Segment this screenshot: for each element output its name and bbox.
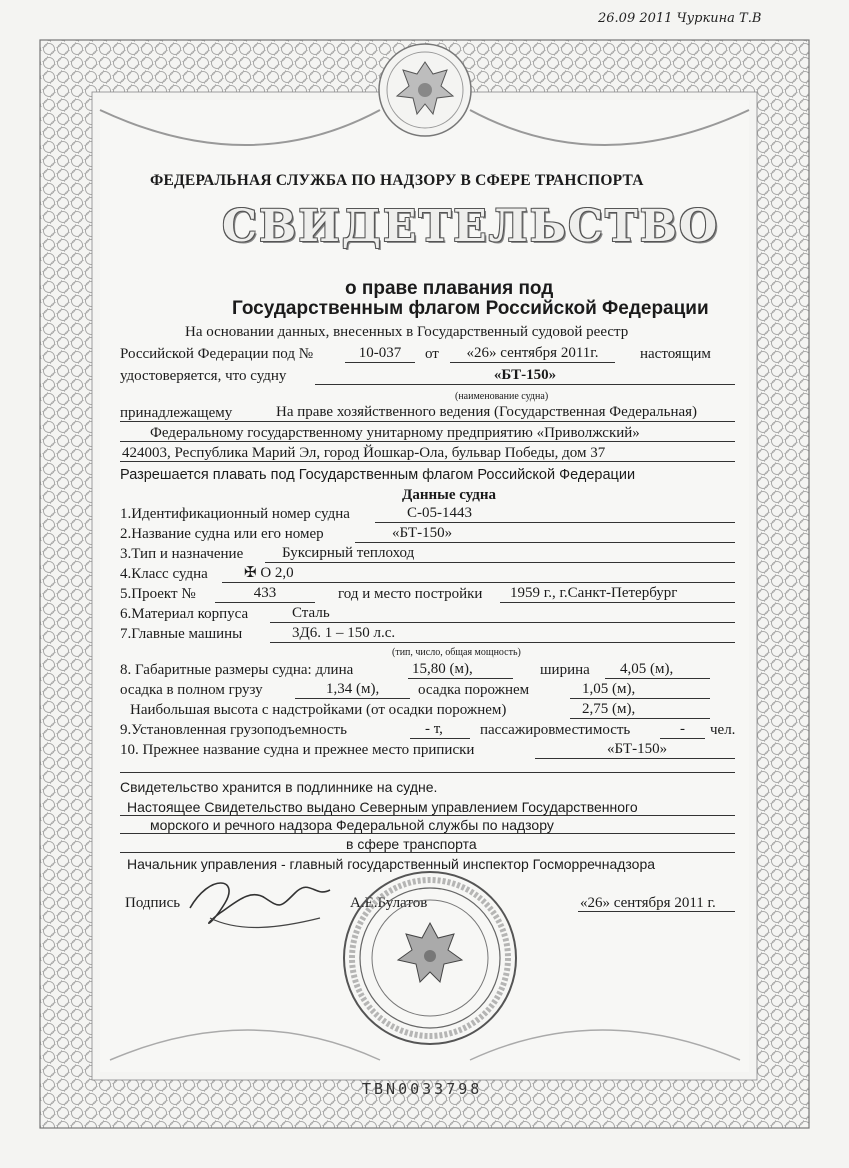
underline bbox=[222, 582, 735, 583]
underline bbox=[410, 738, 470, 739]
field-built-value: 1959 г., г.Санкт-Петербург bbox=[510, 585, 678, 601]
registry-date: «26» сентября 2011г. bbox=[466, 345, 599, 361]
registry-suffix: настоящим bbox=[640, 346, 711, 362]
ship-name: «БТ-150» bbox=[493, 367, 557, 383]
field-prev-label: 10. Прежнее название судна и прежнее место приписки bbox=[120, 742, 475, 758]
underline bbox=[120, 852, 735, 853]
document-title: СВИДЕТЕЛЬСТВО bbox=[222, 201, 720, 252]
field-draft-full-label: осадка в полном грузу bbox=[120, 682, 263, 698]
field-project-value: 433 bbox=[253, 585, 277, 601]
field-engines-caption: (тип, число, общая мощность) bbox=[392, 647, 521, 658]
underline bbox=[120, 833, 735, 834]
field-engines-value: 3Д6. 1 – 150 л.с. bbox=[292, 625, 396, 641]
serial-number: ТВN0033798 bbox=[362, 1080, 483, 1098]
registry-from: от bbox=[425, 346, 439, 362]
signatory-name: А.Е.Булатов bbox=[350, 895, 428, 911]
agency-header: ФЕДЕРАЛЬНАЯ СЛУЖБА ПО НАДЗОРУ В СФЕРЕ ТРАНСПОРТА bbox=[150, 172, 644, 189]
underline bbox=[355, 542, 735, 543]
field-width-label: ширина bbox=[540, 662, 590, 678]
field-type-label: 3.Тип и назначение bbox=[120, 546, 244, 562]
issued-line-1: Настоящее Свидетельство выдано Северным управлением Государственного bbox=[127, 799, 638, 815]
registry-line-1: На основании данных, внесенных в Государственный судовой реестр bbox=[185, 324, 629, 340]
field-dims-label: 8. Габаритные размеры судна: длина bbox=[120, 662, 354, 678]
ship-name-caption: (наименование судна) bbox=[455, 391, 549, 402]
field-class-label: 4.Класс судна bbox=[120, 566, 208, 582]
field-name-value: «БТ-150» bbox=[392, 525, 453, 541]
field-prev-value: «БТ-150» bbox=[607, 741, 668, 757]
signature-image bbox=[180, 868, 340, 938]
field-name-label: 2.Название судна или его номер bbox=[120, 526, 324, 542]
underline bbox=[500, 602, 735, 603]
owner-line-3: 424003, Республика Марий Эл, город Йошкар-Ола, бульвар Победы, дом 37 bbox=[122, 445, 606, 461]
owner-prefix: принадлежащему bbox=[120, 405, 233, 421]
field-draft-full-value: 1,34 (м), bbox=[326, 681, 380, 697]
section-title: Данные судна bbox=[402, 487, 496, 503]
field-type-value: Буксирный теплоход bbox=[282, 545, 415, 561]
field-width-value: 4,05 (м), bbox=[620, 661, 674, 677]
sign-date: «26» сентября 2011 г. bbox=[580, 895, 716, 911]
underline bbox=[120, 772, 735, 773]
field-height-value: 2,75 (м), bbox=[582, 701, 636, 717]
field-material-value: Сталь bbox=[292, 605, 330, 621]
field-project-label: 5.Проект № bbox=[120, 586, 196, 602]
field-height-label: Наибольшая высота с надстройками (от осадки порожнем) bbox=[130, 702, 507, 718]
subtitle-line-1: о праве плавания под bbox=[345, 278, 554, 299]
underline bbox=[660, 738, 705, 739]
field-engines-label: 7.Главные машины bbox=[120, 626, 243, 642]
field-id-value: С-05-1443 bbox=[407, 505, 472, 521]
underline bbox=[570, 718, 710, 719]
underline bbox=[375, 522, 735, 523]
coat-of-arms-emblem bbox=[375, 40, 475, 140]
owner-line-1: На праве хозяйственного ведения (Государственная Федеральная) bbox=[276, 404, 698, 420]
field-passengers-unit: чел. bbox=[710, 722, 736, 738]
field-capacity-label: 9.Установленная грузоподъемность bbox=[120, 722, 347, 738]
underline bbox=[535, 758, 735, 759]
underline bbox=[315, 384, 735, 385]
underline bbox=[120, 421, 735, 422]
permission-text: Разрешается плавать под Государственным флагом Российской Федерации bbox=[120, 467, 636, 483]
registry-number: 10-037 bbox=[358, 345, 402, 361]
chief-title: Начальник управления - главный государственный инспектор Госморречнадзора bbox=[127, 856, 656, 872]
kept-on-board: Свидетельство хранится в подлиннике на судне. bbox=[120, 779, 438, 795]
underline bbox=[408, 678, 513, 679]
field-capacity-value: - т, bbox=[425, 721, 443, 737]
underline bbox=[295, 698, 410, 699]
field-material-label: 6.Материал корпуса bbox=[120, 606, 249, 622]
certify-prefix: удостоверяется, что судну bbox=[120, 368, 287, 384]
subtitle-line-2: Государственным флагом Российской Федерации bbox=[232, 298, 709, 319]
underline bbox=[215, 602, 315, 603]
owner-line-2: Федеральному государственному унитарному предприятию «Приволжский» bbox=[150, 425, 640, 441]
field-draft-empty-label: осадка порожнем bbox=[418, 682, 530, 698]
issued-line-3: в сфере транспорта bbox=[346, 836, 477, 852]
underline bbox=[270, 622, 735, 623]
underline bbox=[345, 362, 415, 363]
registry-prefix: Российской Федерации под № bbox=[120, 346, 314, 362]
field-id-label: 1.Идентификационный номер судна bbox=[120, 506, 350, 522]
official-seal bbox=[340, 868, 520, 1048]
underline bbox=[265, 562, 735, 563]
field-built-label: год и место постройки bbox=[338, 586, 483, 602]
field-draft-empty-value: 1,05 (м), bbox=[582, 681, 636, 697]
underline bbox=[570, 698, 710, 699]
field-passengers-label: пассажировместимость bbox=[480, 722, 631, 738]
field-passengers-value: - bbox=[680, 721, 685, 737]
field-class-value: ✠ О 2,0 bbox=[244, 565, 294, 581]
field-length-value: 15,80 (м), bbox=[412, 661, 473, 677]
underline bbox=[270, 642, 735, 643]
signature-label: Подпись bbox=[125, 895, 181, 911]
handwritten-note: 26.09 2011 Чуркина Т.В bbox=[598, 11, 762, 26]
underline bbox=[450, 362, 615, 363]
issued-line-2: морского и речного надзора Федеральной службы по надзору bbox=[150, 817, 554, 833]
underline bbox=[605, 678, 710, 679]
